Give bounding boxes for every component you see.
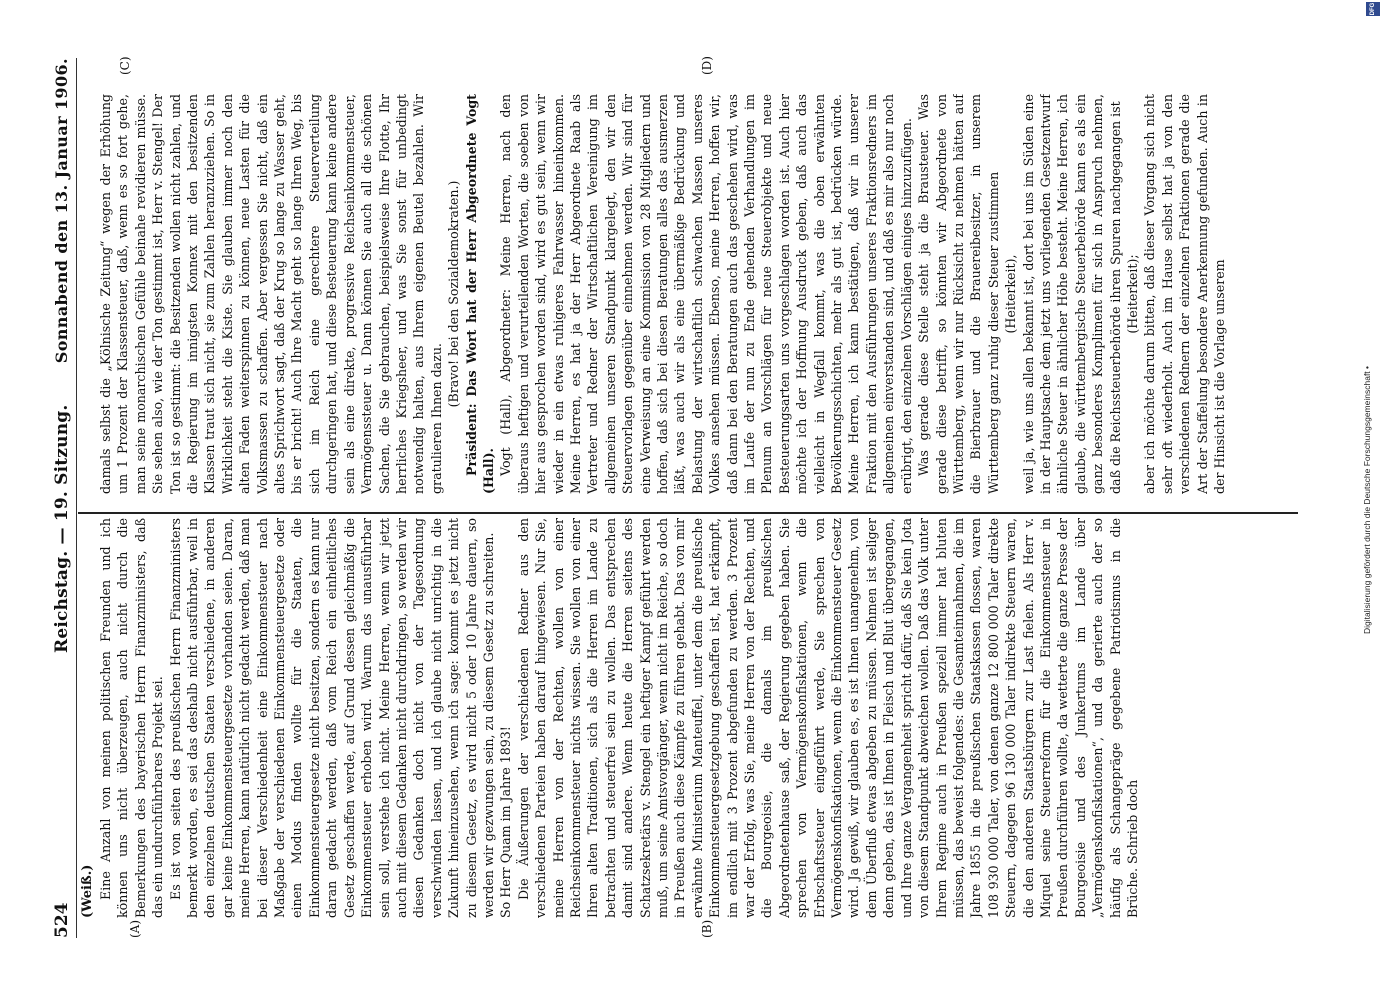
margin-letter-d: (D) — [700, 56, 714, 75]
left-paragraph-1: Eine Anzahl von meinen politischen Freunden und ich können uns nicht überzeugen, auch nicht durch die Bemerkungen des bayerischen Herrn Finanzministers, daß das ein undurchführbares Projekt sei. — [98, 518, 166, 918]
session-title: Reichstag. — 19. Sitzung. — [52, 404, 72, 653]
right-paragraph-suden: weil ja, wie uns allen bekannt ist, dort bei uns im Süden eine in der Hauptsache dem jetzt uns vorliegenden Gesetzentwurf ähnliche Steuer in ähnlicher Höhe besteht. Meine Herren, ich glaube, die württembergische Steuerbehörde kann es als ein ganz besonderes Kompliment für sich in Anspruch nehmen, daß die Reichssteuerbehörde ihren Spuren nachgegangen ist — [1020, 94, 1123, 494]
margin-letter-c: (C) — [118, 56, 132, 75]
right-column — [97, 94, 1297, 494]
right-paragraph-brausteuer: Was gerade diese Stelle steht ja die Brausteuer. Was gerade diese betrifft, so könnten wir Abgeordnete von Württemberg, wenn wir nur Rücksicht zu nehmen hätten auf die Bierbrauer und die Brauereibesitzer, in unserem Württemberg ganz ruhig dieser Steuer zustimmen — [916, 94, 1001, 494]
left-paragraph-2: Es ist von seiten des preußischen Herrn Finanzministers bemerkt worden, es sei das deshalb nicht ausführbar, weil in den einzelnen deutschen Staaten verschiedene, in anderen gar keine Einkommensteuergesetze vorhanden seien. Daran, meine Herren, kann natürlich nicht gedacht werden, daß man bei dieser Verschiedenheit eine Einkommensteuer nach Maßgabe der verschiedenen Einkommensteuergesetze oder einen Modus finden wollte für die Staaten, die Einkommensteuergesetze nicht besitzen, sondern es kann nur daran gedacht werden, daß vom Reich ein einheitliches Gesetz geschaffen werde, auf Grund dessen gleichmäßig die Einkommensteuer erhoben wird. Warum das unausführbar sein soll, verstehe ich nicht. Meine Herren, wenn wir jetzt auch mit diesem Gedanken nicht durchdringen, so werden wir diesen Gedanken doch nicht von der Tagesordnung verschwinden lassen, und ich glaube nicht unrichtig in die Zukunft hineinzusehen, wenn ich sage: kommt es jetzt nicht zu diesem Gesetz, es wird nicht 5 oder 10 Jahre dauern, so werden wir gezwungen sein, zu diesem Gesetz zu schreiten. — [167, 518, 496, 918]
right-paragraph-1: damals selbst die „Kölnische Zeitung“ wegen der Erhöhung um 1 Prozent der Klassensteuer, daß, wenn es so fort gehe, man seine monarchischen Gefühle beinahe revidieren müsse. Sie sehen also, wie der Ton gestimmt ist, Herr v. Stengel! Der Ton ist so gestimmt: die Besitzenden wollen nicht zahlen, und die Regierung im innigsten Konnex mit den besitzenden Klassen traut sich nicht, sie zum Zahlen heranzuziehen. So in Wirklichkeit steht die Kiste. Sie glauben immer noch den alten Faden weiterspinnen zu können, neue Lasten für die Volksmassen zu schaffen. Aber vergessen Sie nicht, daß ein altes Sprichwort sagt, daß der Krug so lange zu Wasser geht, bis er bricht! Auch Ihre Macht geht so lange Ihren Weg, bis sich im Reich eine gerechtere Steuerverteilung durchgeringen hat, und diese Besteuerung kann keine andere sein als eine direkte, progressive Reichseinkommensteuer, Vermögenssteuer u. Dann können Sie auch all die schönen Sachen, die Sie gebrauchen, beispielsweise Ihre Flotte, Ihr herrliches Kriegsheer, und was Sie sonst für unbedingt notwendig halten, aus Ihrem eigenen Beutel bezahlen. Wir gratulieren Ihnen dazu. — [98, 94, 444, 494]
dfg-logo: DFG — [1366, 2, 1380, 16]
right-interjection-3: (Heiterkeit); — [1124, 254, 1140, 334]
right-paragraph-last: aber ich möchte darum bitten, daß dieser Vorgang sich nicht sehr oft wiederholt. Auch im Hause selbst hat ja von den verschiedenen Rednern der einzelnen Fraktionen gerade die Art der Staffelung besondere Anerkennung gefunden. Auch in der Hinsicht ist die Vorlage unserem — [1142, 94, 1227, 494]
session-date: Sonnabend den 13. Januar 1906. — [52, 58, 71, 364]
margin-letter-b: (B) — [700, 919, 714, 938]
right-paragraph-vogt: Vogt (Hall), Abgeordneter: Meine Herren, nach den überaus heftigen und verurteilenden Worten, die soeben von hier aus gesprochen worden sind, wird es gut sein, wenn wir wieder in ein etwas ruhigeres Fahrwasser hineinkommen. Meine Herren, es hat ja der Herr Abgeordnete Raab als Vertreter und Redner der Wirtschaftlichen Vereinigung im allgemeinen unseren Standpunkt klargelegt, den wir den Steuervorlagen gegenüber einnehmen werden. Wir sind für eine Verweisung an eine Kommission von 28 Mitgliedern und hoffen, daß sich bei diesen Beratungen alles das ausmerzen läßt, was auch wir als eine übermäßige Bedrückung und Belastung der wirtschaftlich schwachen Massen unseres Volkes ansehen müssen. Ebenso, meine Herren, hoffen wir, daß dann bei den Beratungen auch das geschehen wird, was im Laufe der nun zu Ende gehenden Verhandlungen im Plenum an Vorschlägen für neue Steuerobjekte und neue Besteuerungsarten uns vorgeschlagen worden ist. Auch hier möchte ich der Hoffnung Ausdruck geben, daß auch das vielleicht in Wegfall kommt, was die oben erwähnten Bevölkerungsschichten, mehr als gut ist, bedrücken würde. Meine Herren, ich kann bestätigen, daß wir in unserer Fraktion mit den Ausführungen unseres Fraktionsredners im allgemeinen einverstanden sind, und daß es mir also nur noch erübrigt, den einzelnen Vorschlägen einiges hinzuzufügen. — [498, 94, 914, 494]
column-divider — [78, 513, 1298, 515]
left-paragraph-4: Die Äußerungen der verschiedenen Redner aus den verschiedenen Parteien haben darauf hingewiesen. Nur Sie, meine Herren von der Rechten, wollen von einer Reichseinkommensteuer nichts wissen. Sie wollen von einer Ihren alten Traditionen, sich als die Herren im Lande zu betrachten und steuerfrei sein zu wollen. Das entsprechen damit sind andere. Wenn heute die Herren seitens des Schatzsekretärs v. Stengel ein heftiger Kampf geführt werden muß, um seine Amtsvorgänger, wenn nicht im Reiche, so doch in Preußen auch diese Kämpfe zu führen gehabt. Das von mir erwähnte Ministerium Manteuffel, unter dem die preußische Einkommensteuergesetzgebung geschaffen ist, hat erkämpft, im endlich mit 3 Prozent abgefunden zu werden. 3 Prozent war der Erfolg, was Sie, meine Herren von der Rechten, und die Bourgeoisie, die damals im preußischen Abgeordnetenhause saß, der Regierung gegeben haben. Sie sprechen von Vermögenskonfiskationen, wenn die Erbschaftssteuer eingeführt werde, Sie sprechen von Vermögenskonfiskationen, wenn die Einkommensteuer Gesetz wird. Ja gewiß, wir glauben es, es ist Ihnen unangenehm, von dem Überfluß etwas abgeben zu müssen. Nehmen ist seliger denn geben, das ist Ihnen in Fleisch und Blut übergegangen, und Ihre ganze Vergangenheit spricht dafür, daß Sie kein Jota von diesem Standpunkt abweichen wollen. Daß das Volk unter Ihrem Regime auch in Preußen speziell immer hat bluten müssen, das beweist folgendes: die Gesamteinnahmen, die im Jahre 1855 in die preußischen Staatskassen flossen, waren 108 930 000 Taler, von denen ganze 12 800 000 Taler direkte Steuern, dagegen 96 130 000 Taler indirekte Steuern waren, die den anderen Staatsbürgern zur Last fielen. Als Herr v. Miquel seine Steuerreform für die Einkommensteuer in Preußen durchführen wollte, da wetterte die ganze Presse der Bourgeoisie und des Junkertums im Lande über „Vermögenskonfiskationen“, und da gerierte auch der so häufig als Schangepräge gegebene Patriotismus in die Brüche. Schrieb doch — [515, 518, 1140, 918]
left-column — [97, 518, 1297, 918]
right-interjection-1: (Bravo! bei den Sozialdemokraten.) — [446, 180, 462, 408]
digitization-note: Digitalisierung gefördert durch die Deutsche Forschungsgemeinschaft • — [1362, 365, 1372, 635]
margin-letter-a: (A) — [128, 919, 142, 938]
page-number: 524 — [52, 902, 72, 938]
header-rule — [76, 58, 77, 938]
right-paragraph-president: Präsident: Das Wort hat der Herr Abgeordnete Vogt (Hall). — [463, 94, 496, 494]
page-header — [52, 58, 74, 938]
right-interjection-2: (Heiterkeit), — [1003, 254, 1019, 334]
speaker-continued: (Weiß.) — [80, 864, 95, 918]
left-paragraph-3: So Herr Quam im Jahre 1893! — [498, 726, 514, 918]
